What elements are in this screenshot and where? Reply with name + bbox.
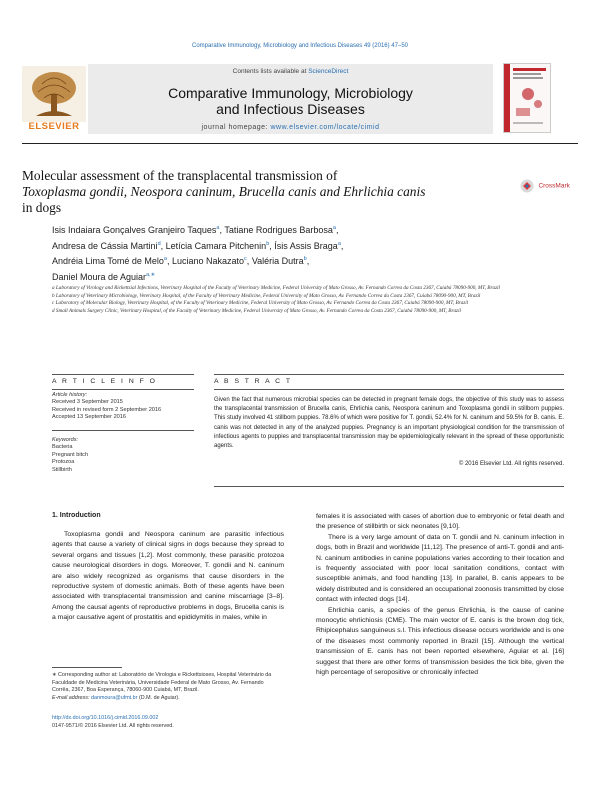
homepage-link[interactable]: www.elsevier.com/locate/cimid [270,124,380,131]
intro-right-column [316,512,564,679]
footnote-text: ∗ Corresponding author at: Laboratório de Virologia e Rickettsioses, Hospital Veterinário da Faculdade de Medicina Veterinária, Universidade Federal de Mato Grosso, Av. Fernando Corrêa, 2367, Boa Esperança, 78060-900 Cuiabá, MT, Brazil. [52,672,272,694]
corresponding-footnote [52,672,282,702]
author-name[interactable]: Valéria Dutra [251,256,304,266]
article-history [52,392,192,422]
abstract-heading: A B S T R A C T [214,378,292,385]
author-name[interactable]: Tatiane Rodrigues Barbosa [224,225,333,235]
affiliation-a: a Laboratory of Virology and Rickettsial Infections, Veterinary Hospital of the Faculty of Veterinary Medicine, Federal University of Mato Grosso, Av. Fernando Correa da Costa 2367, Cuiabá 78090-900, MT, Brazil [52,285,500,291]
abstract-rule-bottom [214,486,564,487]
keywords-label: Keywords: [52,437,79,443]
authors-line1: Isis Indaiara Gonçalves Granjeiro Taques$^a$, Tatiane Rodrigues Barbosa$^a$, [52,225,339,235]
author-name[interactable]: Isis Indaiara Gonçalves Granjeiro Taques [52,225,217,235]
contents-line [88,68,493,75]
publisher-logo-text: ELSEVIER [28,121,80,132]
history-label: Article history: [52,392,88,398]
email-suffix: (D.M. de Aguiar). [138,694,180,701]
intro-heading: 1. Introduction [52,512,101,519]
author-name[interactable]: Ísis Assis Braga [274,240,338,251]
article-info-rule-top [52,374,194,375]
journal-title-line2: and Infectious Diseases [216,101,365,117]
header-rule [22,143,578,144]
intro-left-column [52,530,284,624]
revised-date: Received in revised form 2 September 2016 [52,406,162,413]
contents-prefix: Contents lists available at [232,68,307,75]
doi-link[interactable]: http://dx.doi.org/10.1016/j.cimid.2016.09.002 [52,715,159,721]
intro-paragraph: Toxoplasma gondii and Neospora caninum are parasitic infectious agents that cause a variety of clinical signs in dogs because they spread to several organs and tissues [1,2]. Most commonly, these parasitic protozoa cause neurological disorders in dogs. Moreover, T. gondii and N. caninum are also widely recognized as organisms that cause disorders in the reproductive system of domestic animals. Both of these agents have been associated with transplacental transmission and canine miscarriage [3–8]. Among the causal agents of reproductive problems in dogs, Brucella canis is a major causative agent of prostatitis and epididymitis in males, while in [52,531,284,622]
email-link[interactable]: danmoura@ufmt.br [90,694,138,701]
doi-block [52,715,282,731]
issn-line: 0147-9571/© 2016 Elsevier Ltd. All rights reserved. [52,722,174,729]
abstract-text: Given the fact that numerous microbial species can be detected in pregnant female dogs, the objective of this study was to assess the transplacental transmission of Brucella canis, Ehrlichia canis, Neospora caninum and Toxoplasma gondii in stillborn puppies. This study involved 41 stillborn puppies. 78.6% of which were positive for T. gondii, 52.4% for N. caninum and 59.5% for B. canis. E. canis was not detected in any of the analyzed puppies. Pregnancy is an important physiological condition for the transmission of infectious agents to puppies and transplacental transmission may be epidemiologically relevant in the spread of these opportunistic agents. [214,397,564,450]
journal-title-line1: Comparative Immunology, Microbiology [168,85,413,101]
intro-paragraph: Ehrlichia canis, a species of the genus Ehrlichia, is the cause of canine monocytic ehrlichiosis (CME). The main vector of E. canis is the brown dog tick, Rhipicephalus sanguineus s.l. This infectious disease occurs worldwide and is one of the diseases most commonly reported in Brazil [15]. Although the vertical transmission of E. canis has not been reported elsewhere, Aguiar et al. [16] suggest that there are other forms of transmission besides the tick bite, given the high percentage of seropositive or chronically infected [316,606,564,677]
author-list [52,222,532,284]
title-line2-text: Toxoplasma gondii, Neospora caninum, Brucella canis and Ehrlichia canis [22,184,426,199]
article-title [22,168,502,216]
received-date: Received 3 September 2015 [52,399,123,406]
abstract-rule [214,389,564,390]
crossmark-icon [520,179,534,193]
email-label: E-mail address: [52,694,90,701]
affiliation-b: b Laboratory of Veterinary Microbiology, Veterinary Hospital, of the Faculty of Veterinary Medicine, Federal University of Mato Grosso, Av. Fernando Correa da Costa 2367, Cuiabá 78090-900, MT, Brazil [52,292,481,299]
keyword-item: Pregnant bitch [52,451,89,458]
affiliation-c: c Laboratory of Molecular Biology, Veterinary Hospital, of the Faculty of Veterinary Medicine, Federal University of Mato Grosso, Av. Fernando Correa da Costa 2367, Cuiabá 78090-900, MT, Brazil [52,300,469,307]
keyword-item: Bacteria [52,444,73,451]
title-line2 [22,184,502,200]
author-name[interactable]: Luciano Nakazato [171,256,245,266]
elsevier-logo[interactable] [22,66,86,132]
homepage-prefix: journal homepage: [201,124,268,131]
abstract-copyright: © 2016 Elsevier Ltd. All rights reserved. [458,461,564,467]
abstract-rule-top [214,374,564,375]
authors-line3: Andréia Lima Tomé de Melo$^a$, Luciano Nakazato$^c$, Valéria Dutra$^b$, [52,256,310,266]
journal-homepage [88,124,493,131]
author-name[interactable]: Andréia Lima Tomé de Melo [52,256,164,266]
authors-line2: Andresa de Cássia Martini$^d$, Letícia Camara Pitchenin$^b$, Ísis Assis Braga$^a$, [52,240,344,251]
affiliations [52,285,557,315]
intro-paragraph: females it is associated with cases of abortion due to embryonic or fetal death and the presence of stillbirth or sick neonates [9,10]. [316,513,564,531]
authors-line4: Daniel Moura de Aguiar$^{a,∗}$ [52,271,156,282]
author-name[interactable]: Andresa de Cássia Martini [52,240,158,251]
cover-art-icon [504,64,550,132]
accepted-date: Accepted 13 September 2016 [52,414,127,421]
title-line1: Molecular assessment of the transplacental transmission of [22,168,338,183]
article-info-heading: A R T I C L E I N F O [52,378,157,385]
keyword-item: Stillbirth [52,466,72,473]
journal-title[interactable] [88,85,493,117]
author-name[interactable]: Letícia Camara Pitchenin [165,240,267,251]
keywords-rule [52,430,194,431]
author-name[interactable]: Daniel Moura de Aguiar [52,271,147,282]
journal-cover-image[interactable] [503,63,551,133]
keyword-item: Protozoa [52,459,75,466]
article-info-rule [52,389,194,390]
footnote-rule [52,667,122,668]
journal-citation[interactable]: Comparative Immunology, Microbiology and Infectious Diseases 49 (2016) 47–50 [191,43,408,49]
sciencedirect-link[interactable]: ScienceDirect [308,68,349,75]
crossmark-label: CrossMark [538,182,570,190]
footnote-email-line [52,695,282,703]
keywords [52,437,192,474]
affiliation-d: d Small Animals Surgery Clinic, Veterinary Hospital, of the Faculty of Veterinary Medicine, Federal University of Mato Grosso, Av. Fernando Correa da Costa 2367, Cuiabá 78090-900, MT, Brazil [52,307,461,314]
crossmark-badge[interactable] [520,177,580,191]
title-line3: in dogs [22,200,62,215]
intro-paragraph: There is a very large amount of data on T. gondii and N. caninum infection in dogs, both in Brazil and worldwide [11,12]. The presence of anti-T. gondii and anti-N. caninum antibodies in canine populations varies according to their location and is frequently associated with poor local sanitation conditions, contact with susceptible animals, and food handling [13]. In parallel, B. canis appears to be widely distributed and is considered an occupational zoonosis transmitted by close contact with infected dogs [14]. [316,533,564,604]
